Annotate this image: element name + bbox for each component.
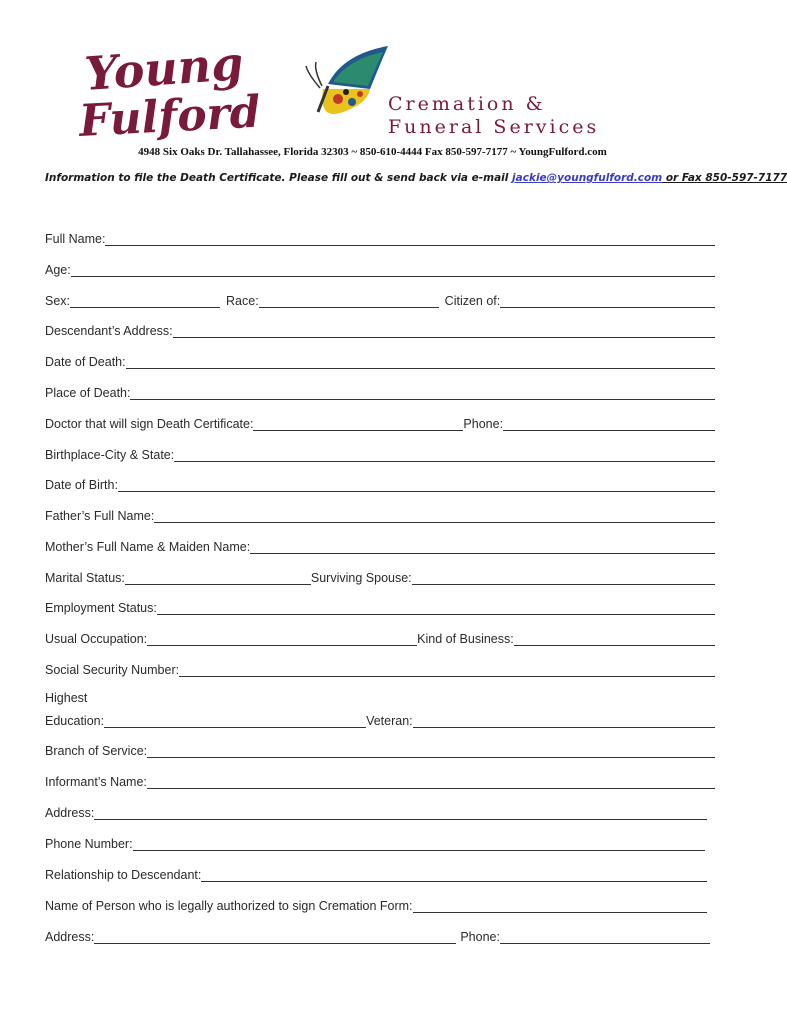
employment-status-field[interactable] <box>157 601 715 615</box>
birthplace-label: Birthplace-City & State: <box>45 448 175 462</box>
authorized-person-field[interactable] <box>413 899 707 913</box>
sex-field[interactable] <box>70 294 220 308</box>
veteran-field[interactable] <box>413 714 715 728</box>
logo-tagline-line2: Funeral Services <box>388 116 600 138</box>
highest-label: Highest <box>45 691 88 705</box>
informant-address-label: Address: <box>45 806 95 820</box>
relationship-label: Relationship to Descendant: <box>45 868 202 882</box>
citizen-of-field[interactable] <box>500 294 715 308</box>
date-of-death-field[interactable] <box>126 355 715 369</box>
kind-of-business-label: Kind of Business: <box>417 632 514 646</box>
auth-address-label: Address: <box>45 930 95 944</box>
citizen-of-label: Citizen of: <box>444 294 501 308</box>
father-name-field[interactable] <box>154 509 715 523</box>
birthplace-row <box>45 444 715 462</box>
marital-status-field[interactable] <box>125 571 311 585</box>
auth-phone-label: Phone: <box>460 930 500 944</box>
logo-word-young: Young <box>83 36 245 101</box>
education-label: Education: <box>45 714 105 728</box>
phone-number-field[interactable] <box>133 837 705 851</box>
kind-of-business-field[interactable] <box>514 632 715 646</box>
phone-number-label: Phone Number: <box>45 837 133 851</box>
sex-race-citizen-row <box>45 290 715 308</box>
marital-status-row <box>45 567 715 585</box>
age-row <box>45 259 715 277</box>
company-address: 4948 Six Oaks Dr. Tallahassee, Florida 32303 ~ 850-610-4444 Fax 850-597-7177 ~ YoungFulford.com <box>138 146 607 158</box>
doctor-field[interactable] <box>253 417 463 431</box>
mother-name-field[interactable] <box>250 540 715 554</box>
informant-address-field[interactable] <box>94 806 707 820</box>
instructions-text: Information to file the Death Certificate. Please fill out & send back via e-mail <box>45 172 513 184</box>
doctor-phone-field[interactable] <box>503 417 715 431</box>
logo-word-fulford: Fulford <box>77 86 262 147</box>
company-logo <box>77 36 698 147</box>
email-link[interactable]: jackie@youngfulford.com <box>512 172 663 184</box>
race-label: Race: <box>226 294 259 308</box>
mother-name-row <box>45 536 715 554</box>
informant-name-label: Informant’s Name: <box>45 775 147 789</box>
employment-status-row <box>45 597 715 615</box>
fax-text: or Fax 850-597-7177 <box>662 172 787 184</box>
marital-status-label: Marital Status: <box>45 571 125 585</box>
auth-address-field[interactable] <box>94 930 456 944</box>
authorized-person-row <box>45 895 707 913</box>
place-of-death-row <box>45 382 715 400</box>
authorized-person-label: Name of Person who is legally authorized to sign Cremation Form: <box>45 899 413 913</box>
date-of-birth-label: Date of Birth: <box>45 478 118 492</box>
date-of-death-label: Date of Death: <box>45 355 126 369</box>
father-name-label: Father’s Full Name: <box>45 509 155 523</box>
informant-address-row <box>45 802 707 820</box>
ssn-row <box>45 659 715 677</box>
doctor-label: Doctor that will sign Death Certificate: <box>45 417 254 431</box>
mother-name-label: Mother’s Full Name & Maiden Name: <box>45 540 251 554</box>
ssn-field[interactable] <box>179 663 715 677</box>
butterfly-icon <box>306 46 388 114</box>
descendant-address-label: Descendant’s Address: <box>45 324 173 338</box>
surviving-spouse-field[interactable] <box>412 571 715 585</box>
descendant-address-row <box>45 320 715 338</box>
phone-number-row <box>45 833 705 851</box>
relationship-field[interactable] <box>201 868 707 882</box>
birthplace-field[interactable] <box>174 448 715 462</box>
branch-of-service-label: Branch of Service: <box>45 744 148 758</box>
race-field[interactable] <box>259 294 439 308</box>
descendant-address-field[interactable] <box>173 324 715 338</box>
age-label: Age: <box>45 263 71 277</box>
employment-status-label: Employment Status: <box>45 601 157 615</box>
instructions <box>45 172 787 184</box>
education-veteran-row <box>45 710 715 728</box>
auth-address-row <box>45 926 710 944</box>
relationship-row <box>45 864 707 882</box>
usual-occupation-label: Usual Occupation: <box>45 632 148 646</box>
place-of-death-field[interactable] <box>130 386 715 400</box>
informant-name-row <box>45 771 715 789</box>
full-name-row <box>45 228 715 246</box>
surviving-spouse-label: Surviving Spouse: <box>310 571 412 585</box>
branch-of-service-field[interactable] <box>147 744 715 758</box>
doctor-phone-label: Phone: <box>463 417 504 431</box>
full-name-label: Full Name: <box>45 232 106 246</box>
doctor-row <box>45 413 715 431</box>
age-field[interactable] <box>71 263 715 277</box>
veteran-label: Veteran: <box>366 714 413 728</box>
full-name-field[interactable] <box>105 232 715 246</box>
date-of-death-row <box>45 351 715 369</box>
branch-of-service-row <box>45 740 715 758</box>
occupation-row <box>45 628 715 646</box>
date-of-birth-row <box>45 474 715 492</box>
date-of-birth-field[interactable] <box>118 478 715 492</box>
usual-occupation-field[interactable] <box>147 632 417 646</box>
ssn-label: Social Security Number: <box>45 663 180 677</box>
place-of-death-label: Place of Death: <box>45 386 131 400</box>
sex-label: Sex: <box>45 294 71 308</box>
father-name-row <box>45 505 715 523</box>
logo-tagline-line1: Cremation & <box>388 93 546 115</box>
auth-phone-field[interactable] <box>500 930 710 944</box>
education-field[interactable] <box>104 714 366 728</box>
informant-name-field[interactable] <box>147 775 715 789</box>
